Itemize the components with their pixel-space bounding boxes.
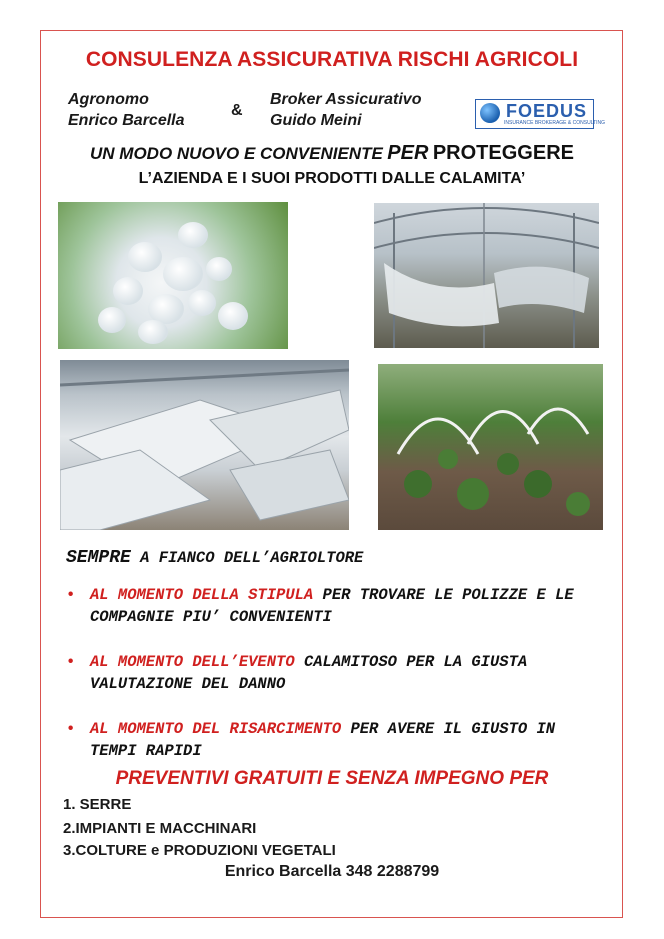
bullet-text: PER AVERE IL GIUSTO IN TEMPI RAPIDI xyxy=(90,720,556,760)
globe-icon xyxy=(480,103,500,123)
ampersand: & xyxy=(231,102,243,119)
list-item xyxy=(66,584,596,628)
preventivi-heading: PREVENTIVI GRATUITI E SENZA IMPEGNO PER xyxy=(115,768,549,789)
category-impianti: 2.IMPIANTI E MACCHINARI xyxy=(63,820,257,837)
bullet-dot: • xyxy=(66,653,76,671)
contact-line: Enrico Barcella 348 2288799 xyxy=(224,863,440,880)
bullet-highlight: AL MOMENTO DELL’EVENTO xyxy=(90,653,295,671)
bullet-text: CALAMITOSO PER LA GIUSTA VALUTAZIONE DEL DANNO xyxy=(90,653,528,693)
sempre-lead: SEMPRE xyxy=(66,548,131,568)
bullet-highlight: AL MOMENTO DELLA STIPULA xyxy=(90,586,314,604)
broker-block xyxy=(270,89,421,131)
logo-name: FOEDUS xyxy=(506,101,588,121)
bullet-dot: • xyxy=(66,720,76,738)
hail-in-hand-photo xyxy=(58,202,288,349)
category-serre: 1. SERRE xyxy=(63,796,132,813)
headline-part-2: PER xyxy=(387,142,429,164)
sempre-line xyxy=(66,548,363,568)
bullet-dot: • xyxy=(66,586,76,604)
bullet-highlight: AL MOMENTO DEL RISARCIMENTO xyxy=(90,720,342,738)
damaged-crops-photo xyxy=(378,364,603,530)
agronomo-name: Enrico Barcella xyxy=(68,112,185,129)
headline-line-1 xyxy=(0,142,664,165)
logo-tagline: INSURANCE BROKERAGE & CONSULTING xyxy=(504,120,606,126)
list-item xyxy=(66,718,596,762)
agronomo-block xyxy=(68,89,185,131)
bullet-text: PER TROVARE LE POLIZZE E LE COMPAGNIE PIU’ CONVENIENTI xyxy=(90,586,574,626)
category-colture: 3.COLTURE e PRODUZIONI VEGETALI xyxy=(63,842,336,859)
headline-line-2: L’AZIENDA E I SUOI PRODOTTI DALLE CALAMITA’ xyxy=(138,170,526,187)
foedus-logo xyxy=(475,99,606,129)
page-title: CONSULENZA ASSICURATIVA RISCHI AGRICOLI xyxy=(85,48,579,71)
broker-role: Broker Assicurativo xyxy=(270,91,422,108)
damaged-greenhouse-photo xyxy=(374,203,599,348)
sempre-rest: A FIANCO DELL’AGRIOLTORE xyxy=(130,549,364,567)
agronomo-role: Agronomo xyxy=(68,91,149,108)
headline-part-1: UN MODO NUOVO E CONVENIENTE xyxy=(90,144,383,163)
broker-name: Guido Meini xyxy=(270,112,362,129)
list-item xyxy=(66,651,596,695)
headline-part-3: PROTEGGERE xyxy=(432,142,574,164)
aerial-greenhouses-photo xyxy=(60,360,349,530)
bullet-list xyxy=(66,584,596,785)
